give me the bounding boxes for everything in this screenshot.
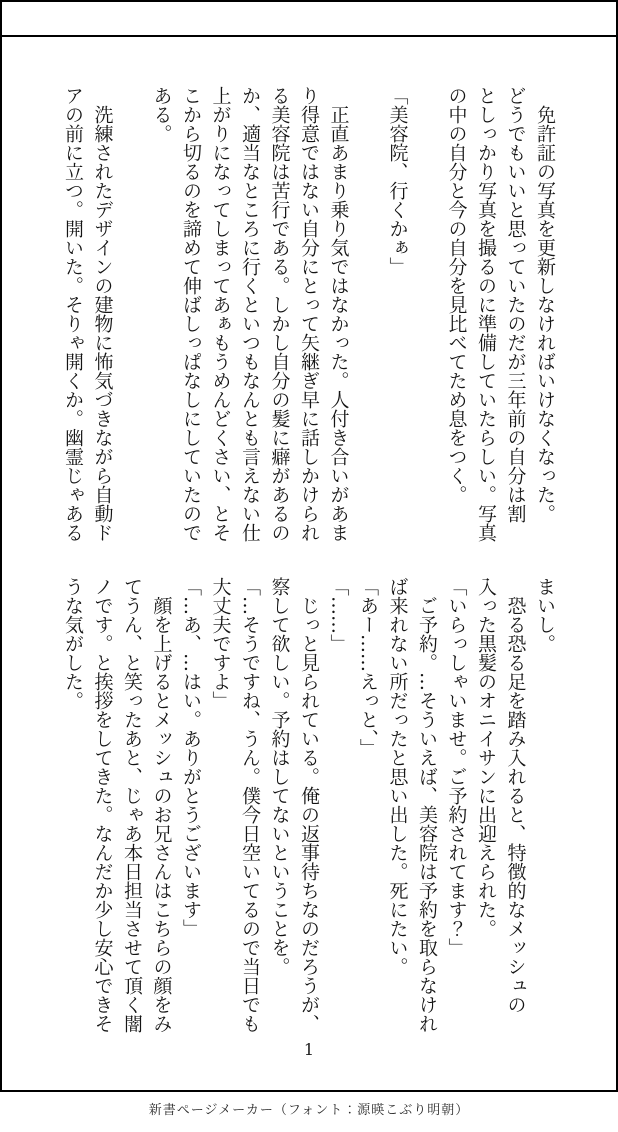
text-line: 「美容院、行くかぁ」 [386,86,409,276]
text-line: こから切るのを諦めて伸ばしっぱなしにしていたので [180,86,202,542]
text-line: ば来れない所だったと思い出した。死にたい。 [386,577,409,976]
text-line: ある。 [150,86,173,143]
text-line: 「……」 [327,577,350,653]
vertical-text-block-upper [56,86,559,544]
text-line: 免許証の写真を更新しなければいけなくなった。 [534,86,556,523]
text-line: まいし。 [534,577,556,653]
text-line: 顔を上げるとメッシュのお兄さんはこちらの顔をみ [150,577,173,1033]
text-line: 「…そうですね、うん。僕今日空いてるので当日でも [239,577,261,1033]
text-line: うな気がした。 [62,577,84,710]
text-line [117,86,147,544]
text-line: どうでもいいと思っていたのだが三年前の自分は割 [504,86,527,523]
text-line: 「いらっしゃいませ。ご予約されてます？」 [445,577,468,957]
text-line: 正直あまり乗り気ではなかった。人付き合いがあま [327,86,350,542]
text-line [353,86,383,544]
text-line: 察して欲しい。予約はしてないということを。 [268,577,291,976]
text-line: 恐る恐る足を踏み入れると、特徴的なメッシュの [504,577,527,1014]
page-number: 1 [303,1040,315,1059]
text-line: の中の自分と今の自分を見比べてため息をつく。 [445,86,468,504]
text-line: 大丈夫ですよ」 [209,577,232,710]
text-line: り得意ではない自分にとって矢継ぎ早に話しかけられ [298,86,320,542]
text-line: ご予約。…そういえば、美容院は予約を取らなけれ [416,577,438,1033]
text-line: 上がりになってしまってあぁもうめんどくさい、とそ [209,86,232,542]
text-line: ノです。と挨拶をしてきた。なんだか少し安心できそ [91,577,114,1033]
text-line: てうん、と笑ったあと、じゃあ本日担当させて頂く闇 [121,577,143,1033]
footer-credit: 新書ページメーカー（フォント：源暎こぶり明朝） [148,1103,470,1118]
text-line: アの前に立つ。開いた。そりゃ開くか。幽霊じゃある [62,86,84,542]
text-line: る美容院は苦行である。しかし自分の髪に癖があるの [268,86,291,542]
text-line: か、適当なところに行くといつもなんとも言えない仕 [239,86,261,542]
text-line: じっと見られている。俺の返事待ちなのだろうが、 [298,577,320,1033]
text-line [412,86,442,544]
text-line: 「あー……えっと、」 [357,577,379,758]
text-line: 入った黒髪のオニイサンに出迎えられた。 [475,577,497,938]
text-line: 「…あ、…はい。ありがとうございます」 [180,577,202,938]
header-rule [2,35,616,37]
text-line: としっかり写真を撮るのに準備していたらしい。写真 [475,86,497,542]
text-line: 洗練されたデザインの建物に怖気づきながら自動ド [91,86,114,542]
vertical-text-block-lower [56,577,559,1035]
